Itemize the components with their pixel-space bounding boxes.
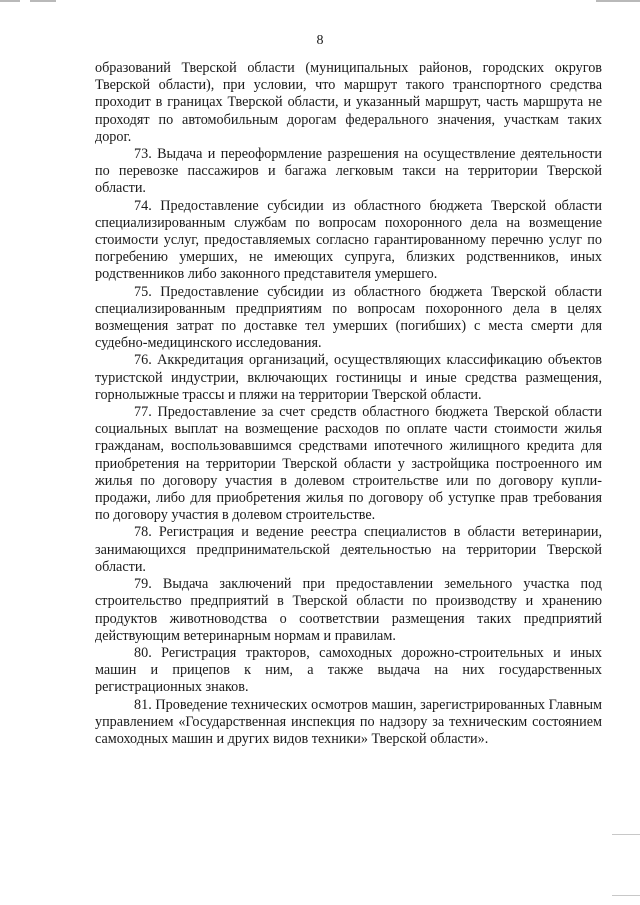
scan-artifact-top-left (0, 0, 20, 2)
paragraph-item-78: 78. Регистрация и ведение реестра специалистов в области ветеринарии, занимающихся предпринимательской деятельностью на территории Тверской области. (95, 524, 602, 575)
paragraph-continuation: образований Тверской области (муниципальных районов, городских округов Тверской области), при условии, что маршрут такого транспортного средства проходит в границах Тверской области, и указанный маршрут, часть маршрута не проходят по автомобильным дорогам федерального значения, участкам таких дорог. (95, 60, 602, 145)
paragraph-item-77: 77. Предоставление за счет средств областного бюджета Тверской области социальных выплат на возмещение расходов по оплате части стоимости жилья гражданам, воспользовавшимся средствами ипотечного жилищного кредита для приобретения на территории Тверской области у застройщика построенного им жилья по договору участия в долевом строительстве или по договору купли-продажи, либо для приобретения жилья по договору об уступке прав требования по договору участия в долевом строительстве. (95, 404, 602, 524)
paragraph-item-81: 81. Проведение технических осмотров машин, зарегистрированных Главным управлением «Государственная инспекция по надзору за техническим состоянием самоходных машин и других видов техники» Тверской области». (95, 696, 602, 747)
paragraph-item-76: 76. Аккредитация организаций, осуществляющих классификацию объектов туристской индустрии, включающих гостиницы и иные средства размещения, горнолыжные трассы и пляжи на территории Тверской области. (95, 352, 602, 403)
paragraph-item-74: 74. Предоставление субсидии из областного бюджета Тверской области специализированным службам по вопросам похоронного дела на возмещение стоимости услуг, предоставляемых согласно гарантированному перечню услуг по погребению умерших, не имеющих супруга, близких родственников, иных родственников либо законного представителя умершего. (95, 197, 602, 283)
scan-artifact-top-right (596, 0, 640, 2)
document-body (95, 60, 602, 748)
paragraph-item-80: 80. Регистрация тракторов, самоходных дорожно-строительных и иных машин и прицепов к ним, а также выдача на них государственных регистрационных знаков. (95, 644, 602, 696)
paragraph-item-73: 73. Выдача и переоформление разрешения на осуществление деятельности по перевозке пассажиров и багажа легковым такси на территории Тверской области. (95, 146, 602, 197)
scan-artifact-top-left-2 (30, 0, 56, 2)
scan-artifact-bottom-right (612, 895, 640, 896)
page-number: 8 (316, 33, 324, 48)
paragraph-item-75: 75. Предоставление субсидии из областного бюджета Тверской области специализированным предприятиям по вопросам похоронного дела в целях возмещения затрат по доставке тел умерших (погибших) с места смерти для судебно-медицинского исследования. (95, 283, 602, 352)
scan-artifact-right-edge (612, 834, 640, 835)
paragraph-item-79: 79. Выдача заключений при предоставлении земельного участка под строительство предприятий в Тверской области по производству и хранению продуктов животноводства о соответствии размещения таких предприятий действующим ветеринарным нормам и правилам. (95, 576, 602, 644)
